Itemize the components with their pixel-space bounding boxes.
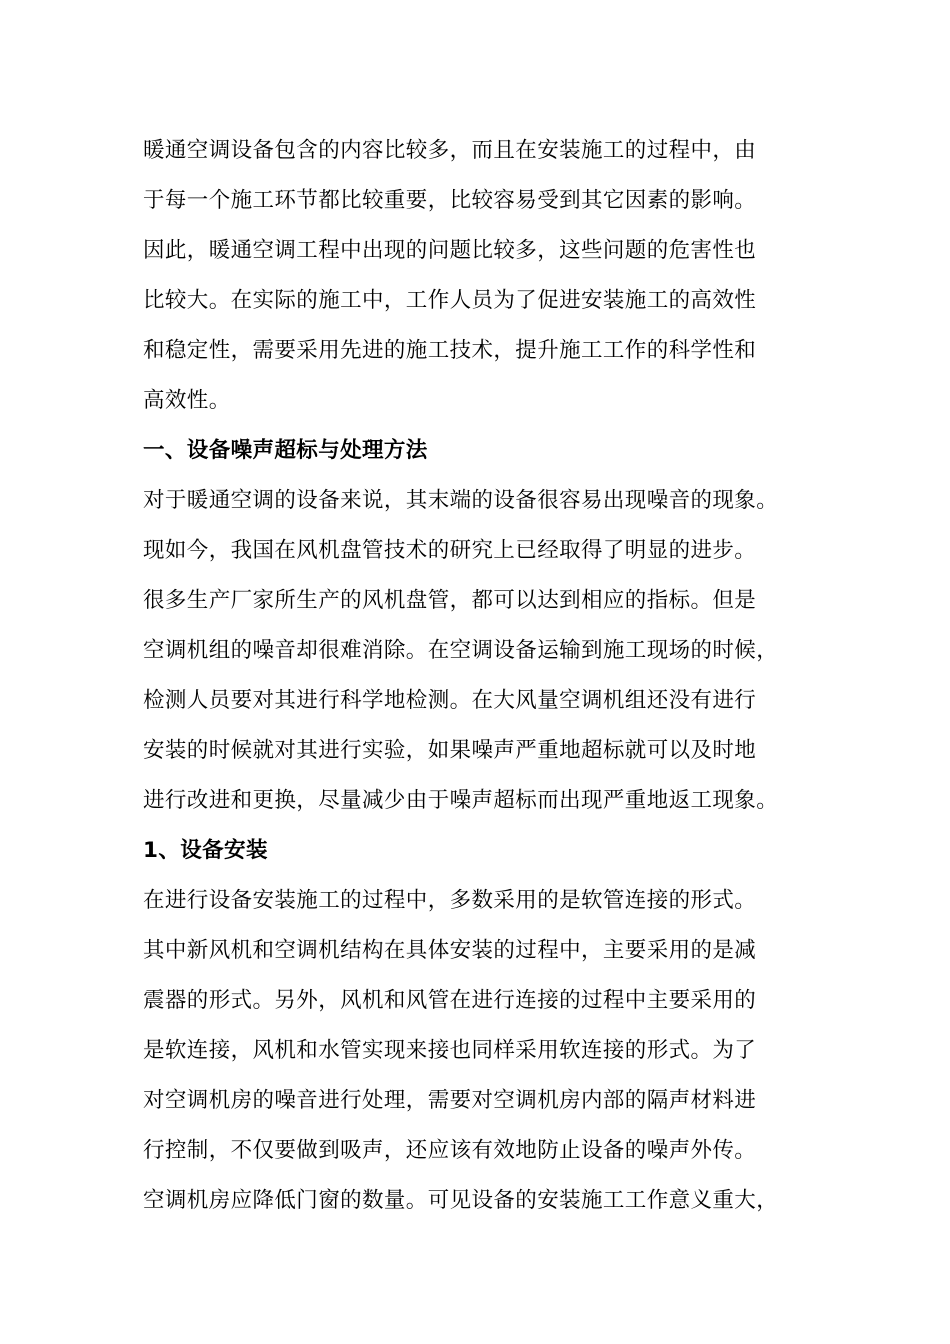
- paragraph-line: 因此，暖通空调工程中出现的问题比较多，这些问题的危害性也: [143, 238, 757, 263]
- subsection-heading: 1、设备安装: [143, 838, 268, 863]
- paragraph-line: 安装的时候就对其进行实验，如果噪声严重地超标就可以及时地: [143, 738, 757, 763]
- paragraph-line: 现如今，我国在风机盘管技术的研究上已经取得了明显的进步。: [143, 538, 757, 563]
- document-body: [143, 126, 813, 1226]
- paragraph-line: 暖通空调设备包含的内容比较多，而且在安装施工的过程中，由: [143, 138, 757, 163]
- paragraph-line: 空调机房应降低门窗的数量。可见设备的安装施工工作意义重大，: [143, 1188, 779, 1213]
- paragraph-line: 很多生产厂家所生产的风机盘管，都可以达到相应的指标。但是: [143, 588, 757, 613]
- paragraph-line: 高效性。: [143, 388, 231, 413]
- paragraph-line: 震器的形式。另外，风机和风管在进行连接的过程中主要采用的: [143, 988, 757, 1013]
- section-heading: 一、设备噪声超标与处理方法: [143, 438, 428, 463]
- paragraph-line: 比较大。在实际的施工中，工作人员为了促进安装施工的高效性: [143, 288, 757, 313]
- paragraph-line: 行控制，不仅要做到吸声，还应该有效地防止设备的噪声外传。: [143, 1138, 757, 1163]
- paragraph-line: 于每一个施工环节都比较重要，比较容易受到其它因素的影响。: [143, 188, 757, 213]
- paragraph-line: 检测人员要对其进行科学地检测。在大风量空调机组还没有进行: [143, 688, 757, 713]
- paragraph-line: 对空调机房的噪音进行处理，需要对空调机房内部的隔声材料进: [143, 1088, 757, 1113]
- paragraph-line: 对于暖通空调的设备来说，其末端的设备很容易出现噪音的现象。: [143, 488, 779, 513]
- paragraph-line: 空调机组的噪音却很难消除。在空调设备运输到施工现场的时候，: [143, 638, 779, 663]
- paragraph-line: 进行改进和更换，尽量减少由于噪声超标而出现严重地返工现象。: [143, 788, 779, 813]
- paragraph-line: 其中新风机和空调机结构在具体安装的过程中，主要采用的是减: [143, 938, 757, 963]
- paragraph-line: 是软连接，风机和水管实现来接也同样采用软连接的形式。为了: [143, 1038, 757, 1063]
- paragraph-line: 在进行设备安装施工的过程中，多数采用的是软管连接的形式。: [143, 888, 757, 913]
- paragraph-line: 和稳定性，需要采用先进的施工技术，提升施工工作的科学性和: [143, 338, 757, 363]
